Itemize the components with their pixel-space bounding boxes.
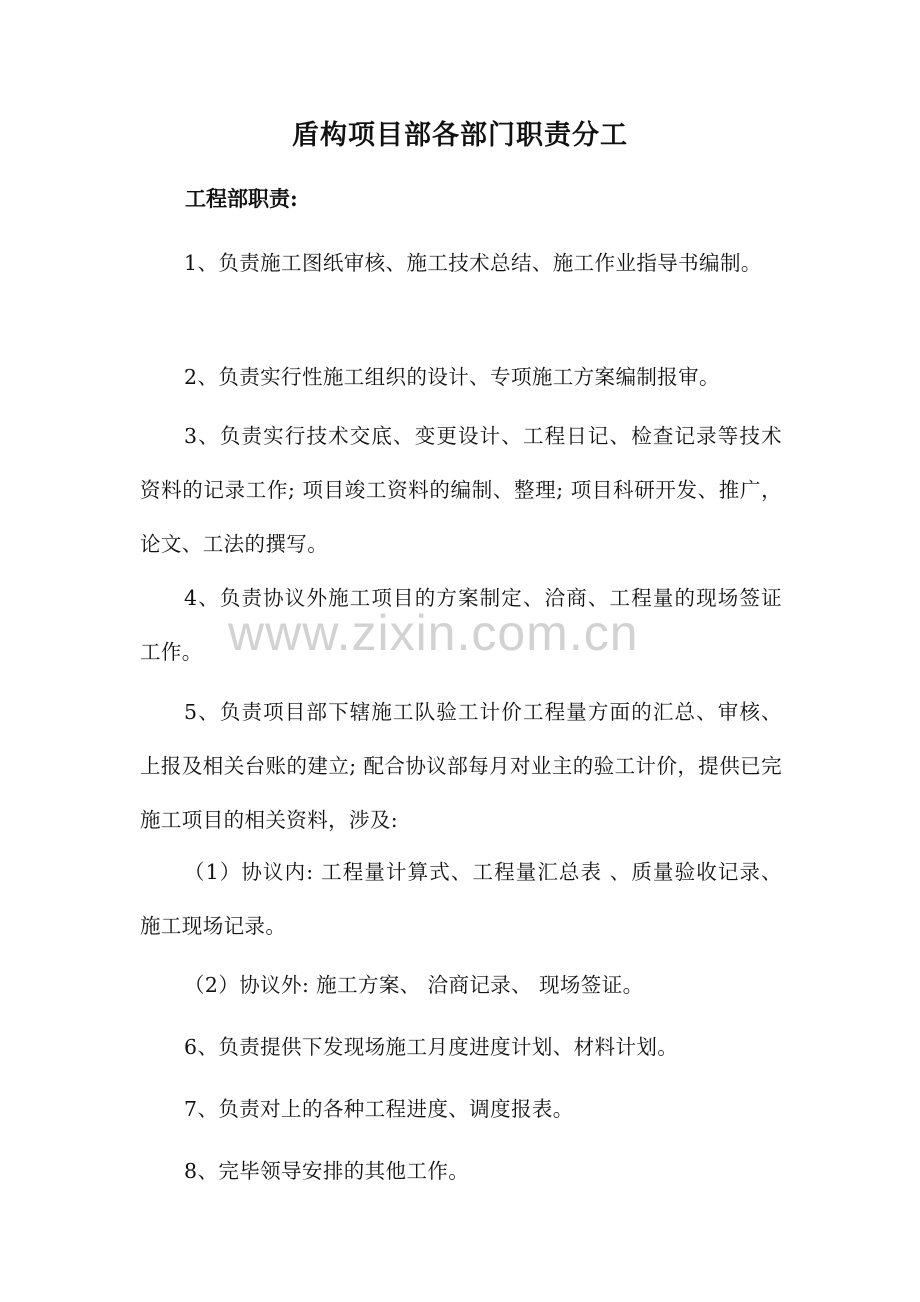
paragraph-2: 2、负责实行性施工组织的设计、专项施工方案编制报审。 bbox=[184, 365, 720, 389]
paragraph-item-2: （2）协议外: 施工方案、 洽商记录、 现场签证。 bbox=[184, 973, 644, 997]
paragraph-7: 7、负责对上的各种工程进度、调度报表。 bbox=[184, 1097, 574, 1121]
paragraph-item-1: （1）协议内: 工程量计算式、工程量汇总表 、质量验收记录、 施工现场记录。 bbox=[140, 860, 782, 938]
watermark-text: www.zixin.com.cn bbox=[228, 605, 639, 661]
paragraph-1: 1、负责施工图纸审核、施工技术总结、施工作业指导书编制。 bbox=[184, 251, 762, 275]
paragraph-6: 6、负责提供下发现场施工月度进度计划、材料计划。 bbox=[184, 1035, 679, 1059]
paragraph-5: 5、负责项目部下辖施工队验工计价工程量方面的汇总、审核、上报及相关台账的建立; 配合协议部每月对业主的验工计价，提供已完施工项目的相关资料，涉及: bbox=[140, 700, 782, 832]
paragraph-8: 8、完毕领导安排的其他工作。 bbox=[184, 1159, 470, 1183]
paragraph-3: 3、负责实行技术交底、变更设计、工程日记、检查记录等技术资料的记录工作; 项目竣工资料的编制、整理; 项目科研开发、推广，论文、工法的撰写。 bbox=[140, 424, 782, 556]
section-heading: 工程部职责: bbox=[185, 186, 298, 211]
paragraph-4: 4、负责协议外施工项目的方案制定、洽商、工程量的现场签证工作。 bbox=[140, 586, 782, 664]
document-title: 盾构项目部各部门职责分工 bbox=[292, 120, 628, 151]
